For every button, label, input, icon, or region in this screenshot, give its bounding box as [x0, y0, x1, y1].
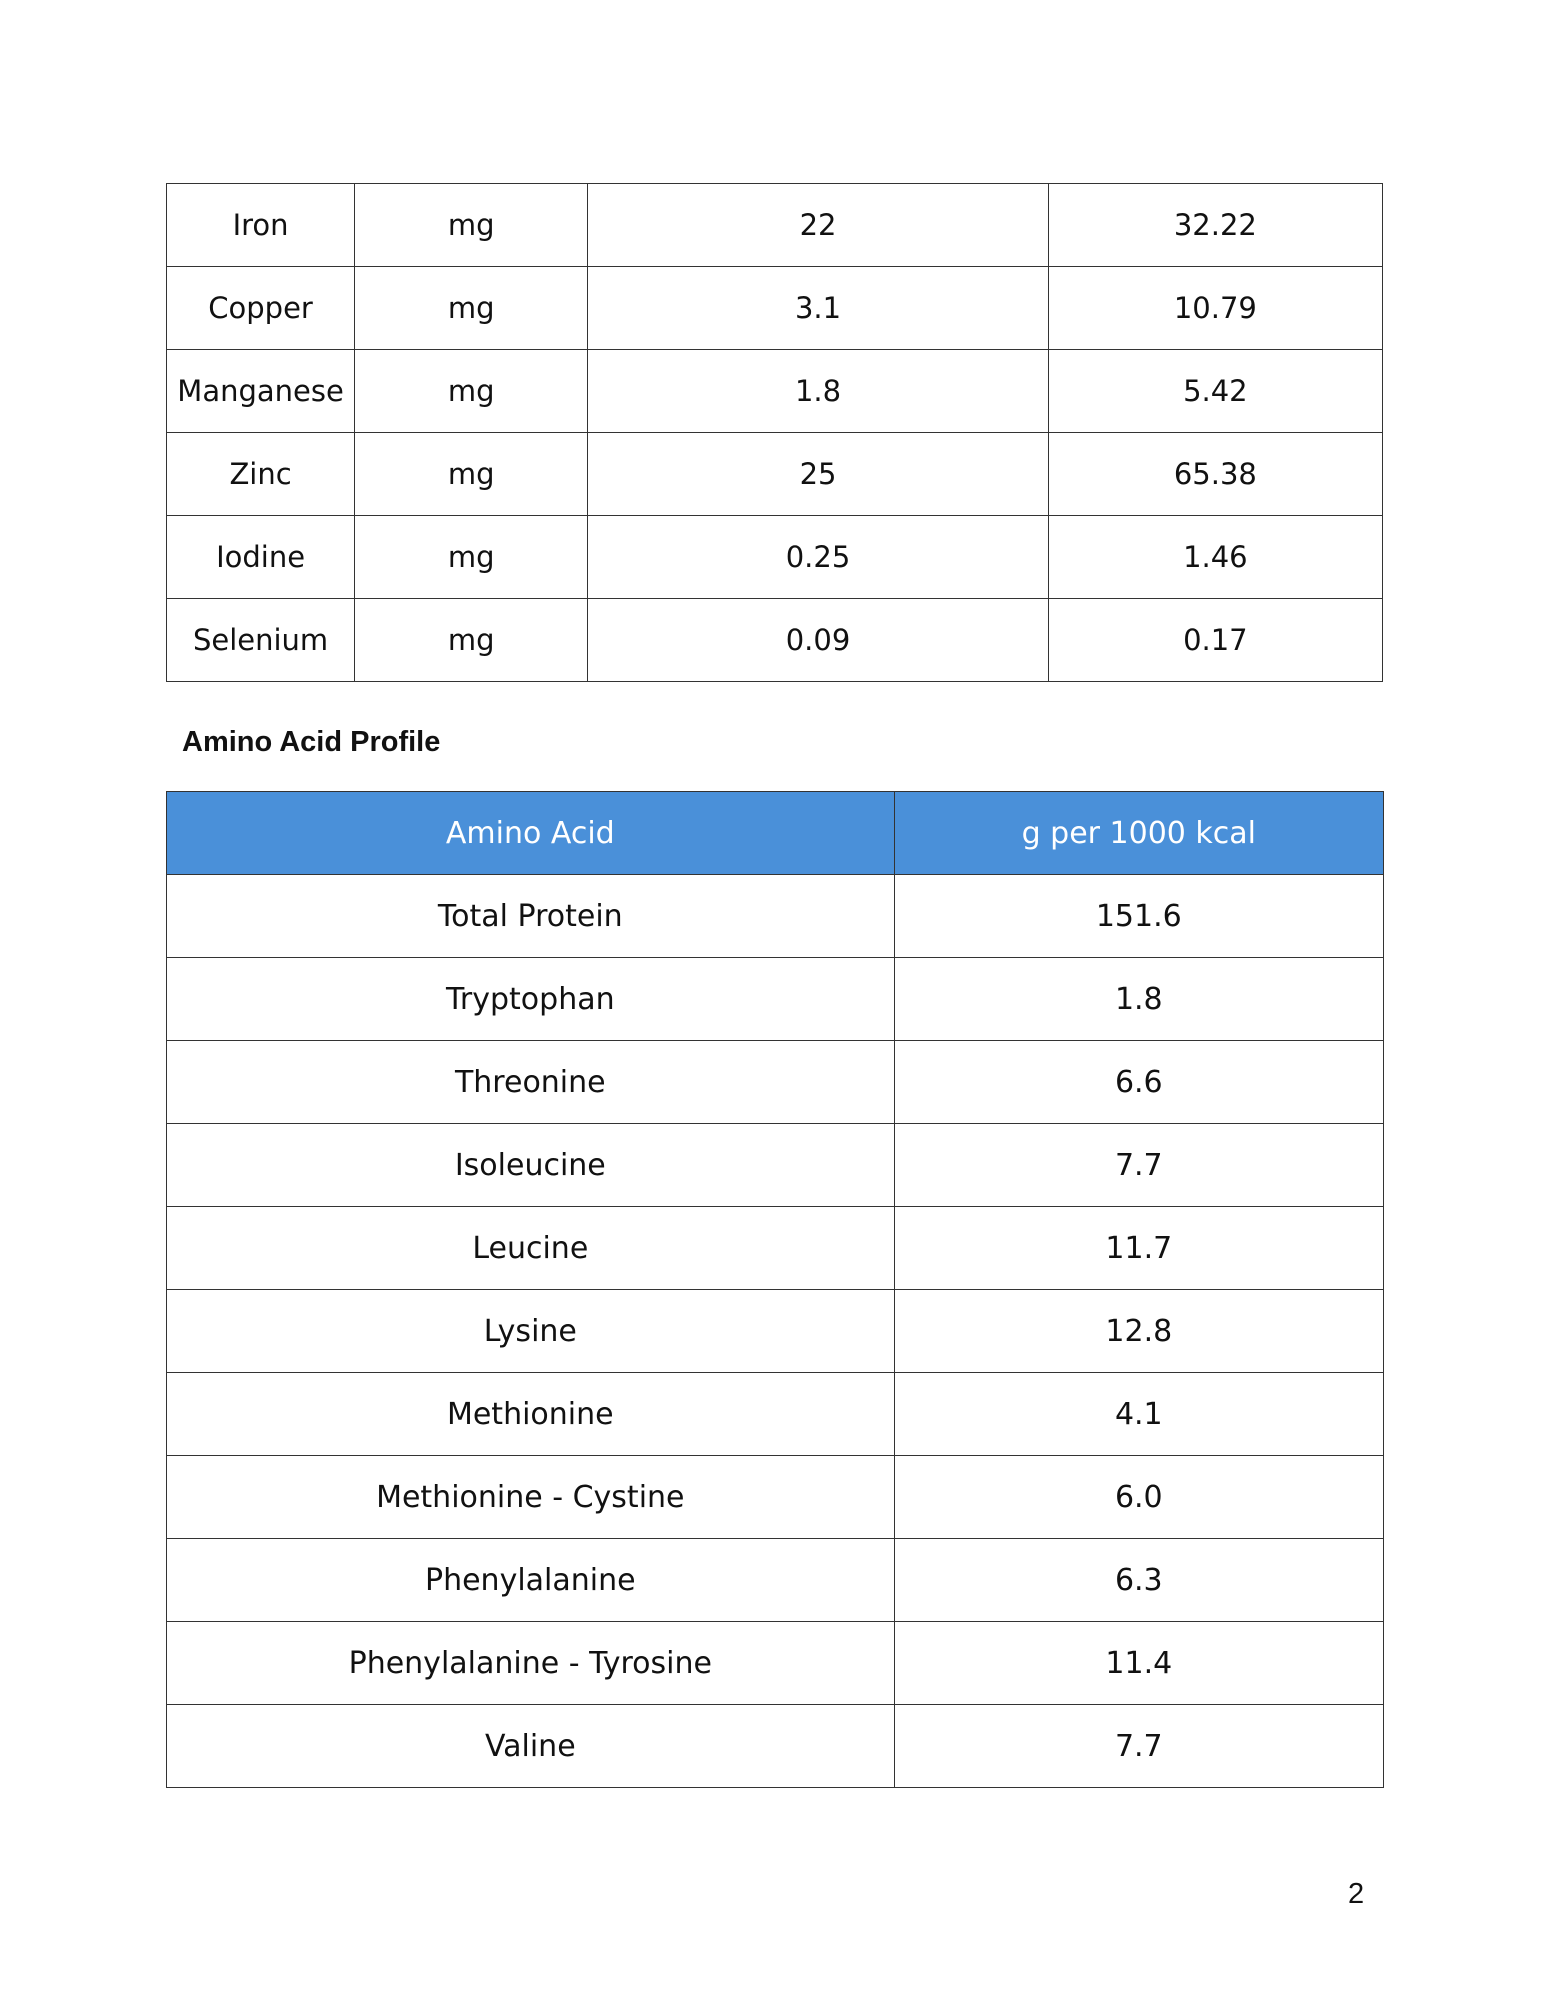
table-row: [167, 1705, 1384, 1788]
table-row: [167, 1290, 1384, 1373]
mineral-value: 1.46: [1048, 516, 1382, 599]
amino-acid-name: Valine: [167, 1705, 895, 1788]
table-row: [167, 1622, 1384, 1705]
amino-acid-value: 12.8: [894, 1290, 1383, 1373]
amino-acid-name: Methionine - Cystine: [167, 1456, 895, 1539]
mineral-value: 65.38: [1048, 433, 1382, 516]
table-row: [167, 599, 1383, 682]
mineral-amount: 25: [588, 433, 1048, 516]
amino-acid-table: [166, 791, 1384, 1788]
mineral-name: Manganese: [167, 350, 355, 433]
table-row: [167, 1207, 1384, 1290]
mineral-unit: mg: [355, 184, 588, 267]
mineral-name: Selenium: [167, 599, 355, 682]
mineral-unit: mg: [355, 267, 588, 350]
table-row: [167, 1373, 1384, 1456]
mineral-value: 5.42: [1048, 350, 1382, 433]
table-row: [167, 1041, 1384, 1124]
table-row: [167, 516, 1383, 599]
mineral-amount: 1.8: [588, 350, 1048, 433]
mineral-unit: mg: [355, 516, 588, 599]
amino-acid-name: Lysine: [167, 1290, 895, 1373]
mineral-unit: mg: [355, 433, 588, 516]
table-row: [167, 958, 1384, 1041]
amino-acid-name: Phenylalanine - Tyrosine: [167, 1622, 895, 1705]
column-header-g-per-1000-kcal: g per 1000 kcal: [894, 792, 1383, 875]
amino-acid-value: 4.1: [894, 1373, 1383, 1456]
amino-acid-value: 11.4: [894, 1622, 1383, 1705]
mineral-amount: 0.25: [588, 516, 1048, 599]
mineral-name: Iron: [167, 184, 355, 267]
table-row: [167, 1539, 1384, 1622]
mineral-value: 32.22: [1048, 184, 1382, 267]
amino-acid-name: Tryptophan: [167, 958, 895, 1041]
amino-acid-value: 151.6: [894, 875, 1383, 958]
amino-acid-name: Methionine: [167, 1373, 895, 1456]
amino-acid-name: Total Protein: [167, 875, 895, 958]
amino-acid-name: Phenylalanine: [167, 1539, 895, 1622]
table-row: [167, 184, 1383, 267]
mineral-value: 0.17: [1048, 599, 1382, 682]
table-row: [167, 267, 1383, 350]
mineral-amount: 22: [588, 184, 1048, 267]
table-row: [167, 1124, 1384, 1207]
mineral-amount: 0.09: [588, 599, 1048, 682]
amino-acid-name: Threonine: [167, 1041, 895, 1124]
amino-acid-value: 6.6: [894, 1041, 1383, 1124]
mineral-name: Iodine: [167, 516, 355, 599]
column-header-amino-acid: Amino Acid: [167, 792, 895, 875]
amino-acid-value: 7.7: [894, 1705, 1383, 1788]
table-header-row: [167, 792, 1384, 875]
mineral-name: Copper: [167, 267, 355, 350]
mineral-name: Zinc: [167, 433, 355, 516]
amino-acid-value: 6.0: [894, 1456, 1383, 1539]
mineral-unit: mg: [355, 350, 588, 433]
amino-acid-value: 11.7: [894, 1207, 1383, 1290]
table-row: [167, 1456, 1384, 1539]
table-row: [167, 350, 1383, 433]
page-number: 2: [1348, 1878, 1365, 1910]
table-row: [167, 875, 1384, 958]
table-row: [167, 433, 1383, 516]
minerals-table: [166, 183, 1383, 682]
amino-acid-value: 6.3: [894, 1539, 1383, 1622]
amino-acid-name: Isoleucine: [167, 1124, 895, 1207]
amino-acid-value: 7.7: [894, 1124, 1383, 1207]
amino-acid-value: 1.8: [894, 958, 1383, 1041]
mineral-unit: mg: [355, 599, 588, 682]
section-heading: Amino Acid Profile: [182, 726, 441, 758]
mineral-amount: 3.1: [588, 267, 1048, 350]
amino-acid-name: Leucine: [167, 1207, 895, 1290]
mineral-value: 10.79: [1048, 267, 1382, 350]
